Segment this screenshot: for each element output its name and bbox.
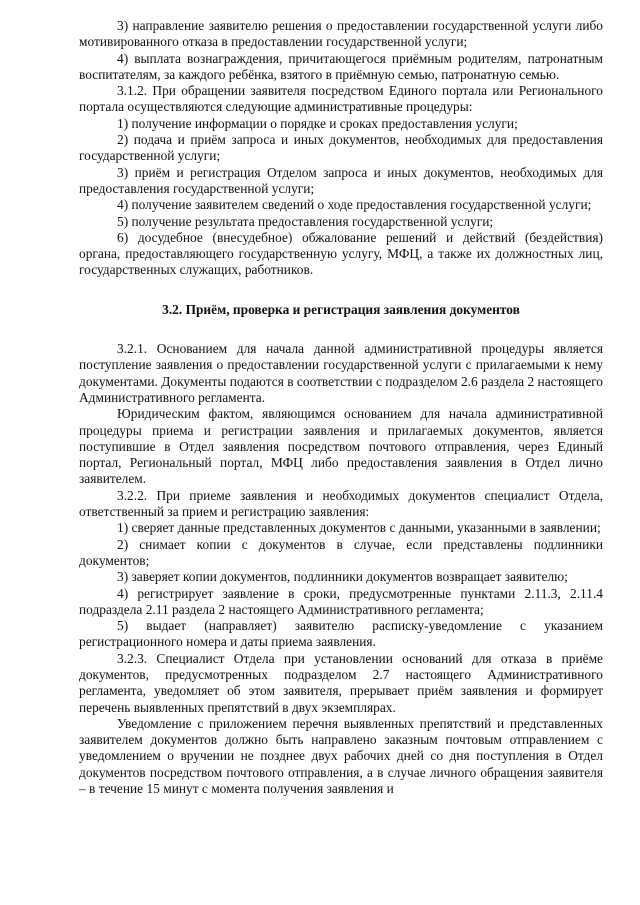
section-paragraph: 5) выдает (направляет) заявителю расписку-уведомление с указанием регистрационного номера и даты приема заявления. [79,618,603,650]
intro-paragraph: 5) получение результата предоставления государственной услуги; [117,213,494,229]
section-paragraph: Уведомление с приложением перечня выявленных препятствий и представленных заявителем документов должно быть направлено заказным почтовым отправлением с уведомлением о вручении не позднее двух рабочих дней со дня поступления в Отдел документов посредством почтового отправления, а в случае личного обращения заявителя – в течение 15 минут с момента получения заявления и [79,715,603,797]
section-paragraph: 3.2.3. Специалист Отдела при установлении оснований для отказа в приёме документов, предусмотренных подразделом 2.7 настоящего Административного регламента, уведомляет об этом заявителя, прерывает приём заявления и формирует перечень выявленных препятствий в двух экземплярах. [79,650,603,715]
intro-paragraph: 6) досудебное (внесудебное) обжалование решений и действий (бездействия) органа, предоставляющего государственную услугу, МФЦ, а также их должностных лиц, государственных служащих, работников. [79,229,603,278]
intro-paragraph: 4) получение заявителем сведений о ходе предоставления государственной услуги; [117,197,592,213]
section-paragraph: 1) сверяет данные представленных документов с данными, указанными в заявлении; [117,520,601,536]
section-paragraph: Юридическим фактом, являющимся основанием для начала административной процедуры приема и регистрации заявления и прилагаемых документов, является поступившие в Отдел заявления посредством почтового отправления, через Единый портал, Региональный портал, МФЦ либо предоставления заявления в Отдел лично заявителем. [79,406,603,487]
document-page [79,18,603,797]
intro-paragraph: 3.1.2. При обращении заявителя посредством Единого портала или Регионального портала осуществляются следующие административные процедуры: [79,83,603,115]
intro-paragraph: 2) подача и приём запроса и иных документов, необходимых для предоставления государственной услуги; [79,132,603,164]
intro-paragraph: 3) приём и регистрация Отделом запроса и иных документов, необходимых для предоставления государственной услуги; [79,164,603,196]
section-paragraph: 3.2.1. Основанием для начала данной административной процедуры является поступление заявления о предоставлении государственной услуги с прилагаемыми к нему документами. Документы подаются в соответствии с подразделом 2.6 раздела 2 настоящего Административного регламента. [79,341,603,405]
intro-paragraph: 3) направление заявителю решения о предоставлении государственной услуги либо мотивированного отказа в предоставлении государственной услуги; [79,18,603,50]
section-paragraph: 3) заверяет копии документов, подлинники документов возвращает заявителю; [117,569,568,585]
section-paragraph: 2) снимает копии с документов в случае, если представлены подлинники документов; [79,536,603,568]
section-heading: 3.2. Приём, проверка и регистрация заявления документов [162,301,520,317]
section-paragraph: 3.2.2. При приеме заявления и необходимых документов специалист Отдела, ответственный за прием и регистрацию заявления: [79,487,603,520]
intro-paragraph: 1) получение информации о порядке и сроках предоставления услуги; [117,115,518,131]
intro-paragraph: 4) выплата вознаграждения, причитающегося приёмным родителям, патронатным воспитателям, за каждого ребёнка, взятого в приёмную семью, патронатную семью. [79,50,603,82]
section-paragraph: 4) регистрирует заявление в сроки, предусмотренные пунктами 2.11.3, 2.11.4 подраздела 2.11 раздела 2 настоящего Административного регламента; [79,585,603,617]
